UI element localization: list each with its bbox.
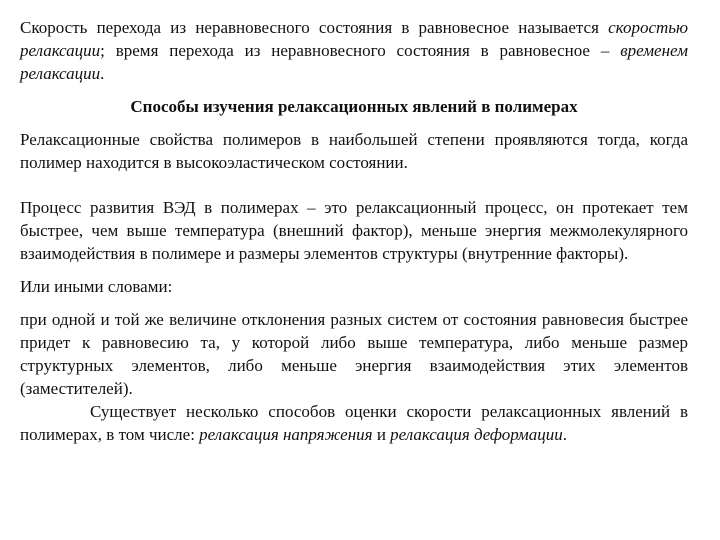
text-run: . bbox=[100, 64, 105, 83]
text-run: ; время перехода из неравновесного состояния в равновесное – bbox=[100, 41, 621, 60]
term-strain-relaxation: релаксация деформации bbox=[390, 425, 563, 444]
document-page bbox=[20, 16, 688, 446]
text-run: . bbox=[562, 425, 568, 444]
text-run: Скорость перехода из неравновесного состояния в равновесное называется bbox=[20, 18, 609, 37]
term-relaxation-rate: скоростью релаксации bbox=[20, 18, 688, 60]
section-heading: Способы изучения релаксационных явлений в полимерах bbox=[130, 97, 578, 116]
paragraph-equilibrium: при одной и той же величине отклонения разных систем от состояния равновесия быстрее придет к равновесию та, у которой либо выше температура, либо меньше размер структурных элементов, либо меньше энергия взаимодействия этих элементов (заместителей). bbox=[20, 310, 688, 398]
paragraph-ved-process: Процесс развития ВЭД в полимерах – это релаксационный процесс, он протекает тем быстрее, чем выше температура (внешний фактор), меньше энергия межмолекулярного взаимодействия в полимере и размеры элементов структуры (внутренние факторы). bbox=[20, 198, 688, 263]
paragraph-in-other-words: Или иными словами: bbox=[20, 277, 173, 296]
paragraph-methods bbox=[20, 400, 688, 446]
paragraph-relaxation-properties: Релаксационные свойства полимеров в наибольшей степени проявляются тогда, когда полимер находится в высокоэластическом состоянии. bbox=[20, 130, 688, 172]
term-relaxation-time: временем релаксации bbox=[20, 41, 688, 83]
paragraph-relaxation-definition bbox=[20, 16, 688, 85]
text-run: и bbox=[372, 425, 391, 444]
text-run: Существует несколько способов оценки скорости релаксационных явлений в полимерах, в том числе: bbox=[20, 402, 688, 444]
term-stress-relaxation: релаксация напряжения bbox=[199, 425, 373, 444]
